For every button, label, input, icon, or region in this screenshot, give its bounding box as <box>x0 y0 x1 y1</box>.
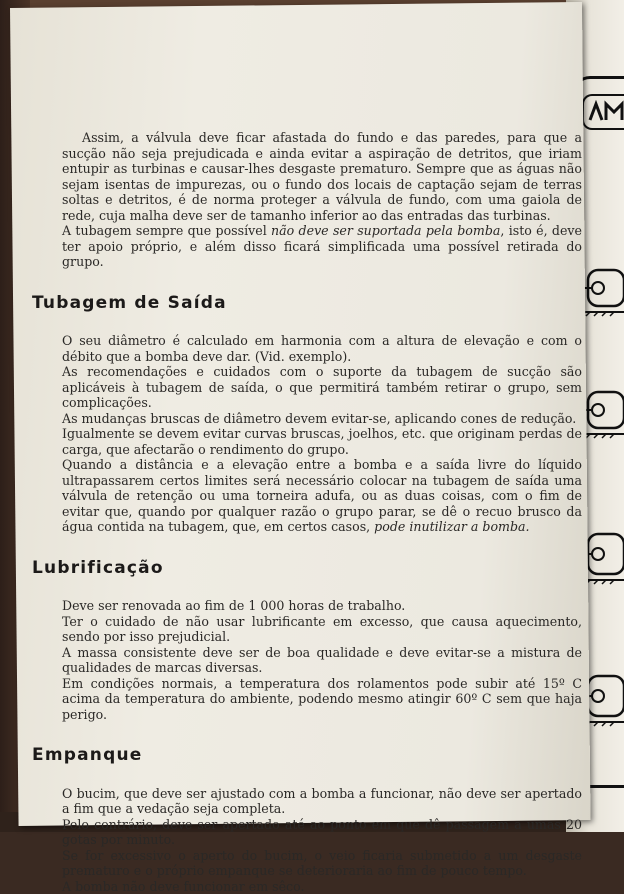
saida-paragraph-4: Igualmente se devem evitar curvas bruscas, joelhos, etc. que originam perdas de carga, que afectarão o rendimento do grupo. <box>62 426 582 457</box>
empanque-paragraph-2: Pelo contrário, deve ser apertado até ao ponto em que dê passagem a umas 20 gotas por minuto. <box>62 817 582 848</box>
lubrificacao-paragraph-1: Deve ser renovada ao fim de 1 000 horas de trabalho. <box>62 598 582 614</box>
empanque-section <box>62 786 582 894</box>
intro-paragraph-1: Assim, a válvula deve ficar afastada do fundo e das paredes, para que a sucção não seja prejudicada e ainda evitar a aspiração de detritos, que iriam entupir as turbinas e causar-lhes desgaste prematuro. Sempre que as águas não sejam isentas de impurezas, ou o fundo dos locais de captação sejam de terras soltas e detritos, é de norma proteger a válvula de fundo, com uma gaiola de rede, cuja malha deve ser de tamanho inferior ao das entradas das turbinas. <box>62 130 582 223</box>
intro-paragraph-2-end: , isto é, deve ter apoio próprio, e além disso ficará simplificada uma possível retirada do grupo. <box>62 223 582 269</box>
intro-section <box>62 130 582 270</box>
intro-paragraph-2 <box>62 223 582 270</box>
intro-paragraph-2-start: A tubagem sempre que possível <box>62 223 271 238</box>
intro-paragraph-2-emphasis: não deve ser suportada pela bomba <box>271 223 500 238</box>
saida-paragraph-5-emphasis: pode inutilizar a bomba. <box>374 519 529 534</box>
page-content <box>62 130 582 894</box>
lubrificacao-paragraph-3: A massa consistente deve ser de boa qualidade e deve evitar-se a mistura de qualidades de marcas diversas. <box>62 645 582 676</box>
lubrificacao-paragraph-4: Em condições normais, a temperatura dos rolamentos pode subir até 15º C acima da temperatura do ambiente, podendo mesmo atingir 60º C sem que haja perigo. <box>62 676 582 723</box>
lubrificacao-section <box>62 598 582 722</box>
empanque-paragraph-4: A bomba não deve funcionar em sêco. <box>62 879 582 894</box>
page-logo-icon <box>588 100 624 124</box>
empanque-paragraph-3: Se for excessivo o aperto do bucim, o veio ficaria submetido a um desgaste prematuro e o próprio empanque se deterioraria ao fim de pouco tempo. <box>62 848 582 879</box>
pump-motor-icon <box>580 384 624 440</box>
facing-page-title-box <box>582 94 624 130</box>
saida-paragraph-3: As mudanças bruscas de diâmetro devem evitar-se, aplicando cones de redução. <box>62 411 582 427</box>
saida-paragraph-5-start: Quando a distância e a elevação entre a bomba e a saída livre do líquido ultrapassarem certos limites será necessário colocar na tubagem de saída uma válvula de retenção ou uma torneira adufa, ou as duas coisas, com o fim de evitar que, quando por qualquer razão o grupo parar, se dê o recuo brusco da água contida na tubagem, que, em certos casos, <box>62 457 582 534</box>
lubrificacao-paragraph-2: Ter o cuidado de não usar lubrificante em excesso, que causa aquecimento, sendo por isso prejudicial. <box>62 614 582 645</box>
section-heading-saida: Tubagem de Saída <box>32 296 582 312</box>
section-heading-lubrificacao: Lubrificação <box>32 561 582 577</box>
empanque-paragraph-1: O bucim, que deve ser ajustado com a bomba a funcionar, não deve ser apertado a fim que a vedação seja completa. <box>62 786 582 817</box>
saida-paragraph-1: O seu diâmetro é calculado em harmonia com a altura de elevação e com o débito que a bomba deve dar. (Vid. exemplo). <box>62 333 582 364</box>
saida-paragraph-2: As recomendações e cuidados com o suporte da tubagem de sucção são aplicáveis à tubagem de saída, o que permitirá também retirar o grupo, sem complicações. <box>62 364 582 411</box>
saida-section <box>62 333 582 535</box>
section-heading-empanque: Empanque <box>32 748 582 764</box>
pump-motor-icon <box>580 262 624 318</box>
saida-paragraph-5 <box>62 457 582 535</box>
